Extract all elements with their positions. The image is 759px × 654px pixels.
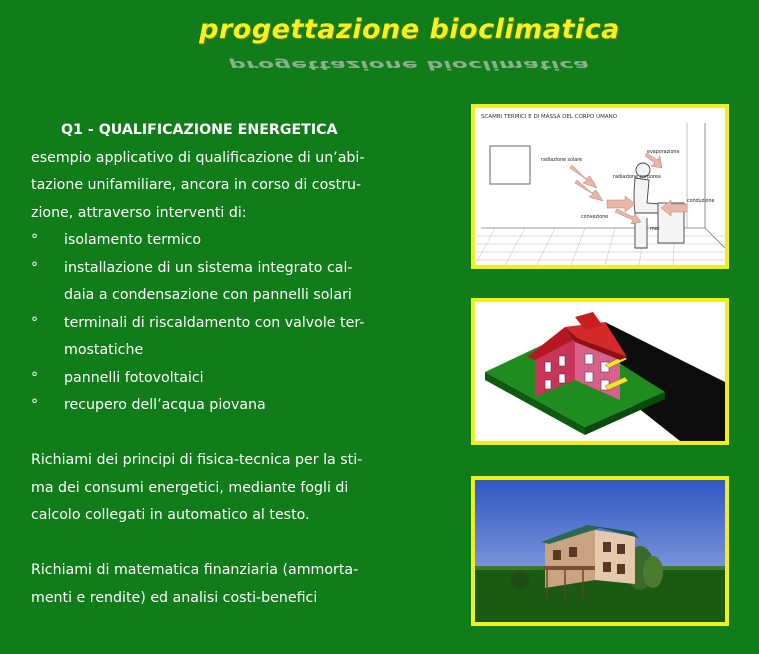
figure-house-model [471,298,729,445]
bullet-marker: ° [31,314,39,331]
list-item-line: pannelli fotovoltaici [64,369,204,386]
figure-label: evaporazione [647,150,680,155]
bullet-marker: ° [31,259,39,276]
list-item [31,392,411,420]
figure-label: conduzione [687,199,715,204]
paragraph-line: menti e rendite) ed analisi costi-benefici [31,589,318,606]
figure-label: radiazione solare [541,158,583,163]
figure-house-render [471,476,729,626]
figure-label: radiazione corporea [613,175,661,180]
slide-title: progettazione bioclimatica [199,14,620,45]
intro-line: esempio applicativo di qualificazione di un’abi- [31,149,365,166]
list-item-line: isolamento termico [64,232,202,248]
paragraph-line: Richiami di matematica finanziaria (ammorta- [31,562,359,578]
list-item [31,310,411,365]
list-item [31,255,411,310]
section-heading: Q1 - QUALIFICAZIONE ENERGETICA [61,122,338,138]
list-item-line: terminali di riscaldamento con valvole ter- [64,314,365,331]
intro-line: zione, attraverso interventi di: [31,204,247,221]
figure-label: convezione [581,215,609,220]
paragraph-line: ma dei consumi energetici, mediante fogli di [31,479,349,496]
slide-title-reflection: progettazione bioclimatica [229,57,590,73]
list-item-line: daia a condensazione con pannelli solari [64,287,352,303]
paragraph-line: calcolo collegati in automatico al testo. [31,507,310,523]
intro-line: tazione unifamiliare, ancora in corso di costru- [31,177,362,193]
bullet-marker: ° [31,369,39,386]
list-item-line: recupero dell’acqua piovana [64,397,266,413]
paragraph-line: Richiami dei principi di fisica-tecnica per la sti- [31,452,363,468]
figure-title: SCAMBI TERMICI E DI MASSA DEL CORPO UMANO [481,114,618,120]
bullet-marker: ° [31,232,39,248]
list-item-line: installazione di un sistema integrato cal- [64,259,353,276]
text-column [31,117,411,612]
intervention-list [31,227,411,420]
list-item [31,227,411,255]
list-item [31,365,411,393]
figure-heat-exchange [471,104,729,269]
figure-label: met [650,227,660,232]
bullet-marker: ° [31,397,39,413]
list-item-line: mostatiche [64,342,144,358]
